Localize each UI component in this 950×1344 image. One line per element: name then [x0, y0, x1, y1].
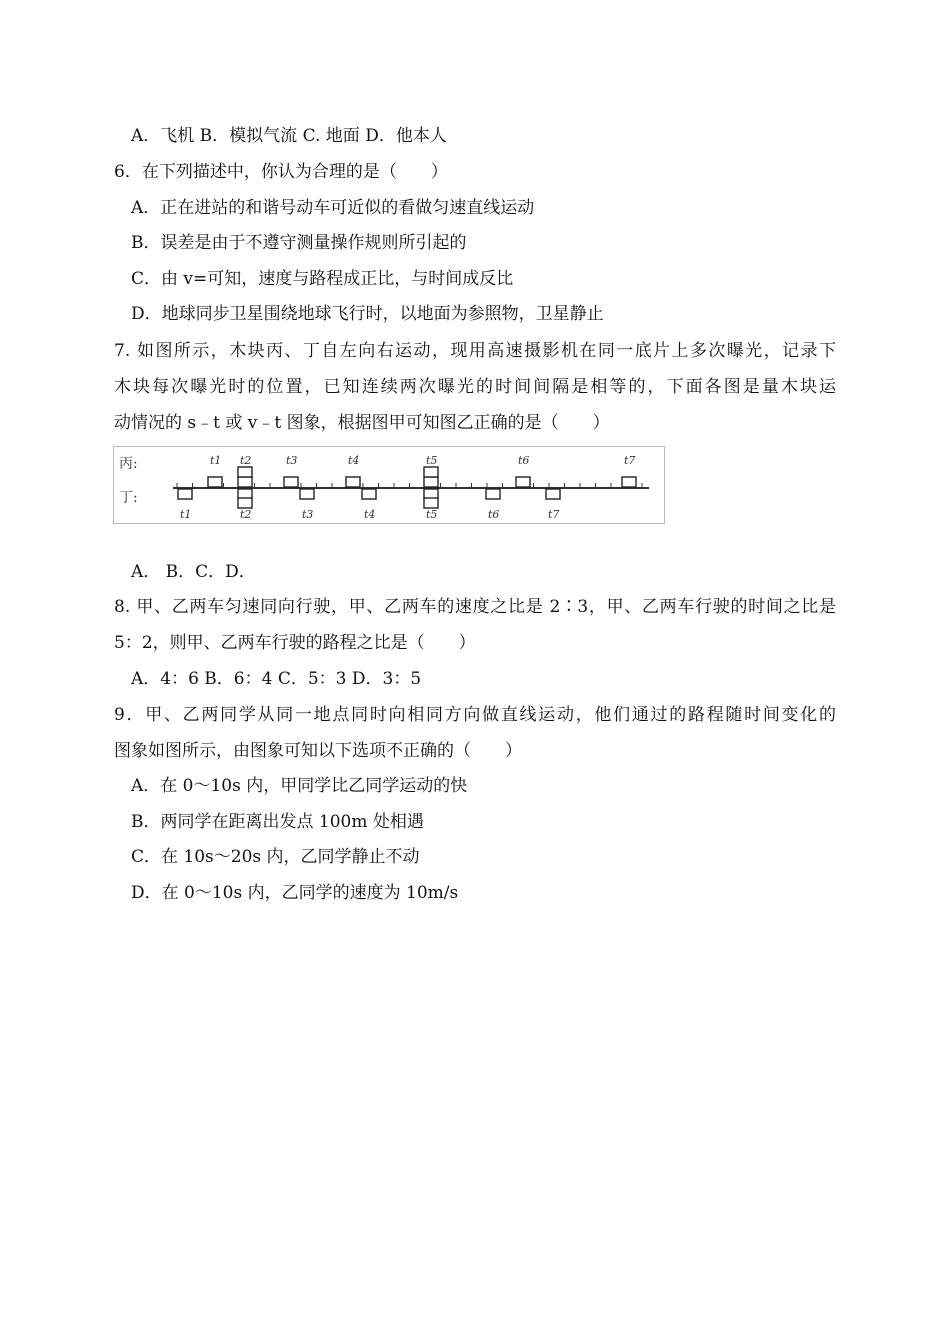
bottom-block-label: t6	[488, 508, 500, 521]
top-block	[284, 477, 298, 487]
bottom-block	[300, 489, 314, 499]
top-block	[516, 477, 530, 487]
q9-stem-line-1: 9．甲、乙两同学从同一地点同时向相同方向做直线运动，他们通过的路程随时间变化的	[114, 705, 836, 725]
bottom-block-label: t4	[364, 508, 376, 521]
q8-stem-line-1: 8. 甲、乙两车匀速同向行驶，甲、乙两车的速度之比是 2∶3，甲、乙两车行驶的时间之比是	[114, 597, 836, 617]
q6-option-b: B．误差是由于不遵守测量操作规则所引起的	[131, 233, 467, 253]
bottom-block	[546, 489, 560, 499]
q5-options: A．飞机 B．模拟气流 C. 地面 D．他本人	[131, 126, 447, 146]
top-block-label: t4	[348, 454, 360, 467]
figure-label-bottom: 丁:	[119, 490, 138, 506]
top-block-label: t2	[240, 454, 252, 467]
top-block	[424, 467, 438, 477]
bottom-block	[486, 489, 500, 499]
top-block	[208, 477, 222, 487]
q6-stem: 6．在下列描述中，你认为合理的是（ ）	[114, 162, 448, 182]
motion-figure	[113, 446, 665, 524]
top-block-label: t7	[624, 454, 636, 467]
top-block	[346, 477, 360, 487]
bottom-block	[178, 489, 192, 499]
bottom-block-label: t5	[426, 508, 438, 521]
top-block-label: t1	[210, 454, 222, 467]
q9-option-d: D．在 0～10s 内，乙同学的速度为 10m/s	[131, 883, 459, 903]
q6-option-c: C．由 v=可知，速度与路程成正比，与时间成反比	[131, 269, 514, 289]
top-block	[424, 477, 438, 487]
top-block-label: t5	[426, 454, 438, 467]
q7-options: A． B．C．D．	[131, 562, 256, 582]
bottom-block-label: t7	[548, 508, 560, 521]
top-block-label: t6	[518, 454, 530, 467]
q9-option-c: C．在 10s～20s 内，乙同学静止不动	[131, 847, 420, 867]
q9-option-b: B．两同学在距离出发点 100m 处相遇	[131, 812, 424, 832]
bottom-block-label: t2	[240, 508, 252, 521]
figure-label-top: 丙:	[119, 456, 138, 472]
q7-stem-line-2: 木块每次曝光时的位置，已知连续两次曝光的时间间隔是相等的，下面各图是量木块运	[114, 377, 836, 397]
q7-stem-line-3: 动情况的 s﹣t 或 v﹣t 图象，根据图甲可知图乙正确的是（ ）	[114, 413, 610, 433]
bottom-block	[424, 498, 438, 508]
bottom-block-label: t3	[302, 508, 314, 521]
q9-stem-line-2: 图象如图所示，由图象可知以下选项不正确的（ ）	[114, 741, 522, 761]
q9-option-a: A．在 0～10s 内，甲同学比乙同学运动的快	[131, 776, 468, 796]
q7-stem-line-1: 7. 如图所示，木块丙、丁自左向右运动，现用高速摄影机在同一底片上多次曝光，记录下	[114, 341, 836, 361]
top-block-label: t3	[286, 454, 298, 467]
top-block	[238, 477, 252, 487]
bottom-block-label: t1	[180, 508, 192, 521]
bottom-block	[238, 498, 252, 508]
q8-options: A．4：6 B．6：4 C．5：3 D．3：5	[131, 669, 422, 689]
q6-option-a: A．正在进站的和谐号动车可近似的看做匀速直线运动	[131, 198, 535, 218]
q6-option-d: D．地球同步卫星围绕地球飞行时，以地面为参照物，卫星静止	[131, 304, 604, 324]
bottom-block	[362, 489, 376, 499]
q8-stem-line-2: 5：2，则甲、乙两车行驶的路程之比是（ ）	[114, 633, 476, 653]
top-block	[238, 467, 252, 477]
top-block	[622, 477, 636, 487]
